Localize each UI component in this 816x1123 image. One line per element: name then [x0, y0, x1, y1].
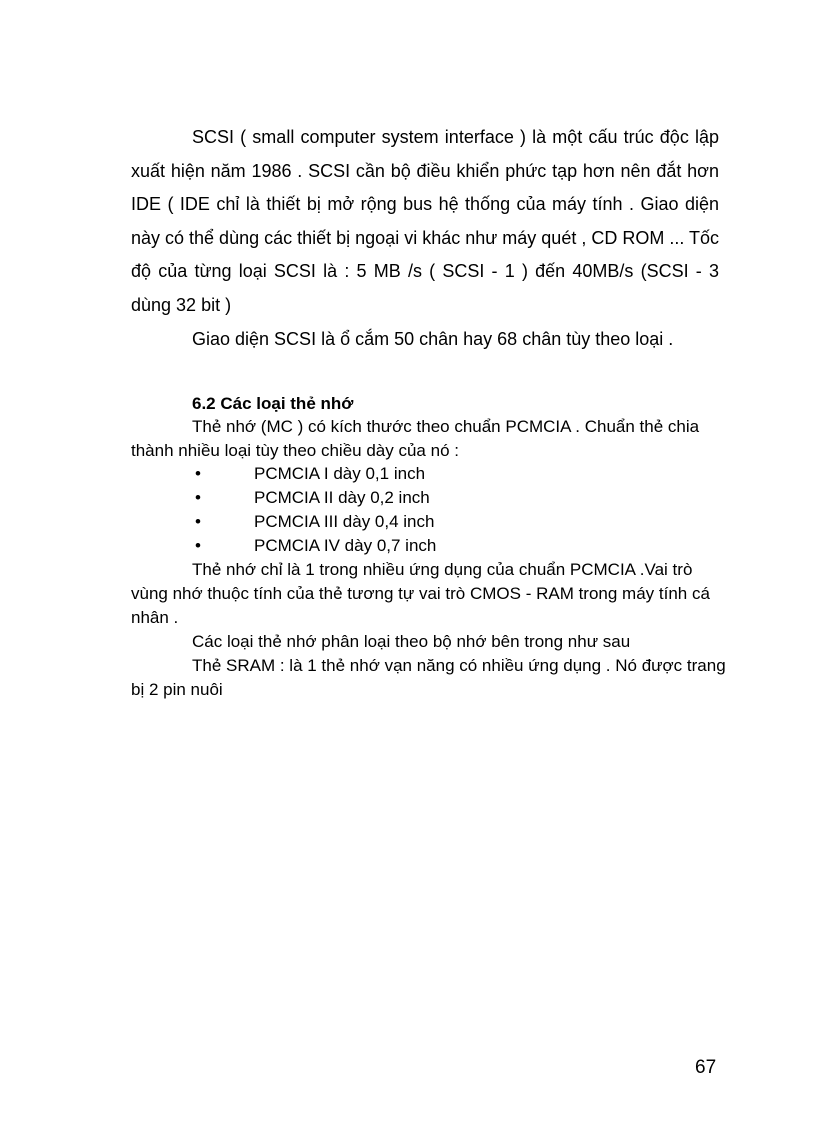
page-number: 67	[695, 1057, 717, 1078]
paragraph-mc-types: Các loại thẻ nhớ phân loại theo bộ nhớ bên trong như sau	[192, 632, 631, 651]
list-item-text: PCMCIA IV dày 0,7 inch	[254, 536, 437, 555]
section-heading: 6.2 Các loại thẻ nhớ	[192, 394, 354, 413]
list-item-text: PCMCIA III dày 0,4 inch	[254, 512, 435, 531]
list-item-text: PCMCIA II dày 0,2 inch	[254, 488, 430, 507]
bullet-icon: •	[195, 536, 201, 555]
paragraph-scsi-intro: SCSI ( small computer system interface ) là một cấu trúc độc lập xuất hiện năm 1986 . SCSI cần bộ điều khiển phức tạp hơn nên đắt hơn IDE ( IDE chỉ là thiết bị mở rộng bus hệ thống của máy tính . Giao diện này có thể dùng các thiết bị ngoại vi khác như máy quét , CD ROM ... Tốc độ của từng loại SCSI là : 5 MB /s ( SCSI - 1 ) đến 40MB/s (SCSI - 3 dùng 32 bit )	[131, 127, 720, 315]
bullet-icon: •	[195, 512, 201, 531]
paragraph-mc-intro: Thẻ nhớ (MC ) có kích thước theo chuẩn PCMCIA . Chuẩn thẻ chia thành nhiều loại tùy theo chiều dày của nó :	[131, 417, 700, 460]
list-item-text: PCMCIA I dày 0,1 inch	[254, 464, 426, 483]
paragraph-sram: Thẻ SRAM : là 1 thẻ nhớ vạn năng có nhiều ứng dụng . Nó được trang bị 2 pin nuôi	[131, 656, 726, 699]
paragraph-mc-role: Thẻ nhớ chỉ là 1 trong nhiều ứng dụng của chuẩn PCMCIA .Vai trò vùng nhớ thuộc tính của thẻ tương tự vai trò CMOS - RAM trong máy tính cá nhân .	[131, 560, 710, 627]
bullet-icon: •	[195, 464, 201, 483]
paragraph-scsi-connector: Giao diện SCSI là ổ cắm 50 chân hay 68 chân tùy theo loại .	[192, 329, 674, 349]
bullet-icon: •	[195, 488, 201, 507]
